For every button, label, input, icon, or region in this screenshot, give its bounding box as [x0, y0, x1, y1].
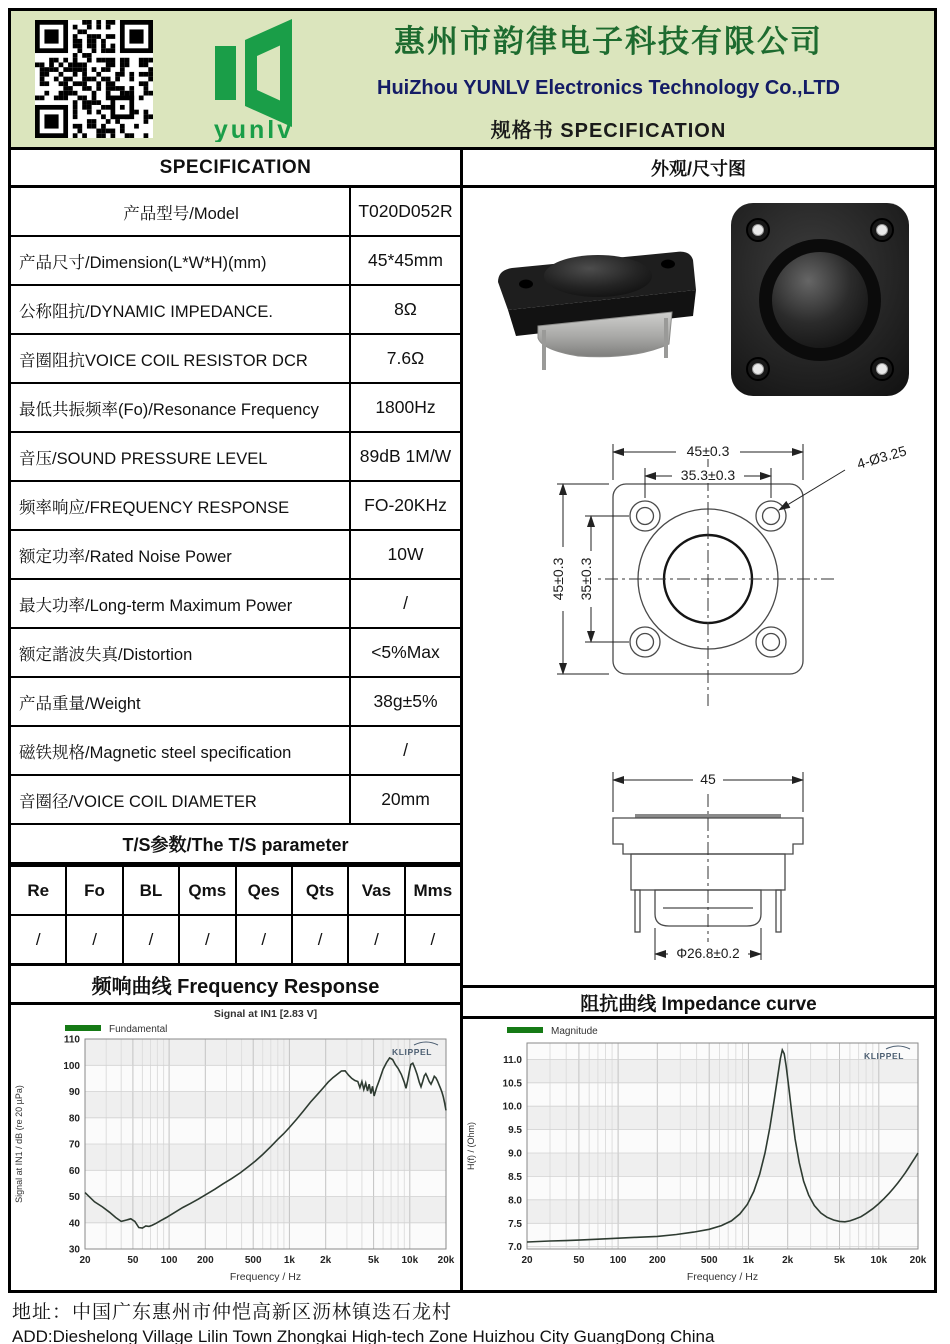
spec-table-title: SPECIFICATION	[11, 150, 460, 188]
spec-label-cell: 音圈阻抗VOICE COIL RESISTOR DCR	[19, 351, 308, 370]
spec-value-cell: 8Ω	[349, 286, 460, 333]
ts-value-cell: /	[122, 916, 178, 963]
impedance-section-title: 阻抗曲线 Impedance curve	[463, 988, 934, 1019]
spec-row	[11, 627, 460, 676]
svg-text:20k: 20k	[437, 1255, 455, 1266]
svg-text:9.5: 9.5	[508, 1125, 522, 1137]
svg-text:10.5: 10.5	[502, 1078, 522, 1090]
product-photo-side	[486, 198, 702, 402]
frequency-response-panel	[8, 963, 463, 1293]
svg-text:KLIPPEL: KLIPPEL	[392, 1047, 433, 1057]
svg-text:10k: 10k	[401, 1255, 419, 1266]
ts-column-header: Fo	[65, 867, 121, 914]
ts-column-header: Re	[27, 880, 50, 900]
impedance-chart	[463, 1019, 934, 1290]
spec-label-cell: 音压/SOUND PRESSURE LEVEL	[19, 449, 268, 468]
ts-column-header: BL	[122, 867, 178, 914]
svg-text:20: 20	[521, 1255, 533, 1266]
ts-column-header: Vas	[347, 867, 403, 914]
svg-text:7.5: 7.5	[508, 1218, 522, 1230]
spec-row	[11, 333, 460, 382]
spec-row	[11, 529, 460, 578]
frequency-response-chart	[11, 1005, 460, 1290]
dim-rear-diameter: Φ26.8±0.2	[676, 946, 740, 961]
dim-front-height: 45±0.3	[550, 557, 566, 601]
spec-value-cell: 20mm	[349, 776, 460, 823]
dim-front-width: 45±0.3	[686, 443, 730, 459]
qr-code	[35, 20, 153, 138]
spec-row	[11, 480, 460, 529]
dim-holes-callout: 4-Ø3.25	[855, 442, 909, 472]
drawing-panel	[460, 147, 937, 988]
svg-text:500: 500	[700, 1255, 718, 1266]
spec-value-cell: FO-20KHz	[349, 482, 460, 529]
svg-text:100: 100	[63, 1060, 80, 1072]
svg-text:Frequency / Hz: Frequency / Hz	[229, 1271, 302, 1283]
chart-svg	[463, 1019, 934, 1285]
spec-value-cell: /	[349, 727, 460, 774]
spec-label-cell: 产品型号/Model	[123, 204, 239, 223]
document-title: 规格书 SPECIFICATION	[490, 119, 727, 142]
svg-text:50: 50	[127, 1255, 139, 1266]
svg-text:100: 100	[609, 1255, 627, 1266]
ts-value-cell: /	[235, 916, 291, 963]
ts-table-title: T/S参数/The T/S parameter	[11, 823, 460, 865]
fr-section-title: 频响曲线 Frequency Response	[11, 966, 460, 1005]
svg-text:1k: 1k	[283, 1255, 295, 1266]
spec-value-cell: 1800Hz	[349, 384, 460, 431]
svg-text:20k: 20k	[909, 1255, 927, 1266]
front-dimension-drawing	[463, 406, 934, 738]
ts-values-row	[11, 914, 460, 963]
drawing-panel-title: 外观/尺寸图	[463, 150, 934, 188]
spec-row	[11, 382, 460, 431]
address-cn: 地址：中国广东惠州市仲恺高新区沥林镇迭石龙村	[12, 1302, 453, 1323]
spec-label-cell: 频率响应/FREQUENCY RESPONSE	[19, 498, 290, 517]
header-text-block	[313, 16, 934, 143]
ts-value-cell: /	[347, 916, 403, 963]
svg-text:H(f) / (Ohm): H(f) / (Ohm)	[466, 1122, 476, 1170]
footer	[12, 1297, 714, 1344]
dim-front-hole-span: 35.3±0.3	[680, 467, 736, 483]
svg-text:KLIPPEL: KLIPPEL	[864, 1051, 905, 1061]
spec-row	[11, 578, 460, 627]
ts-value-cell: /	[291, 916, 347, 963]
svg-text:20: 20	[79, 1255, 91, 1266]
spec-value-cell: 10W	[349, 531, 460, 578]
impedance-panel	[460, 985, 937, 1293]
spec-label-cell: 额定功率/Rated Noise Power	[19, 547, 232, 566]
ts-value-cell: /	[404, 916, 460, 963]
spec-label-cell: 最大功率/Long-term Maximum Power	[19, 596, 293, 615]
product-photos	[463, 188, 934, 406]
spec-row	[11, 725, 460, 774]
svg-text:5k: 5k	[833, 1255, 846, 1266]
specification-panel	[8, 147, 463, 966]
spec-label-cell: 额定諧波失真/Distortion	[19, 645, 193, 664]
svg-text:Signal at IN1 [2.83 V]: Signal at IN1 [2.83 V]	[213, 1008, 318, 1020]
ts-header-row	[11, 865, 460, 914]
svg-text:9.0: 9.0	[508, 1148, 522, 1160]
header	[8, 8, 937, 150]
ts-column-header: Qms	[178, 867, 234, 914]
spec-label-cell: 最低共振频率(Fo)/Resonance Frequency	[19, 400, 319, 419]
dim-side-width: 45	[700, 771, 716, 787]
spec-rows	[11, 188, 460, 823]
svg-text:Magnitude: Magnitude	[551, 1026, 598, 1037]
svg-text:7.0: 7.0	[508, 1242, 522, 1254]
svg-text:100: 100	[160, 1255, 178, 1266]
ts-value-cell: /	[35, 929, 41, 949]
spec-value-cell: 45*45mm	[349, 237, 460, 284]
dim-front-hole-span-v: 35±0.3	[578, 557, 594, 601]
spec-value-cell: <5%Max	[349, 629, 460, 676]
svg-text:90: 90	[68, 1087, 80, 1098]
svg-text:40: 40	[68, 1218, 80, 1230]
side-dimension-drawing	[463, 738, 934, 984]
spec-row	[11, 284, 460, 333]
spec-row	[11, 431, 460, 480]
spec-row	[11, 188, 460, 235]
ts-column-header: Qes	[235, 867, 291, 914]
svg-text:200: 200	[648, 1255, 666, 1266]
svg-text:5k: 5k	[368, 1255, 380, 1266]
svg-text:110: 110	[63, 1034, 80, 1046]
spec-row	[11, 774, 460, 823]
logo-text: yunlv	[213, 116, 295, 142]
svg-text:Fundamental: Fundamental	[109, 1024, 168, 1035]
spec-label-cell: 音圈径/VOICE COIL DIAMETER	[19, 792, 257, 811]
spec-label-cell: 公称阻抗/DYNAMIC IMPEDANCE.	[19, 302, 273, 321]
svg-text:500: 500	[244, 1255, 262, 1266]
spec-value-cell: 89dB 1M/W	[349, 433, 460, 480]
svg-text:70: 70	[68, 1139, 80, 1151]
product-photo-front	[728, 200, 912, 400]
spec-value-cell: 7.6Ω	[349, 335, 460, 382]
spec-value-cell: T020D052R	[349, 188, 460, 235]
speaker-logo-icon	[195, 16, 313, 142]
spec-value-cell: 38g±5%	[349, 678, 460, 725]
spec-row	[11, 676, 460, 725]
svg-text:80: 80	[68, 1113, 80, 1125]
svg-text:11.0: 11.0	[503, 1054, 522, 1066]
spec-row	[11, 235, 460, 284]
svg-text:Frequency / Hz: Frequency / Hz	[686, 1271, 759, 1283]
spec-label-cell: 产品重量/Weight	[19, 694, 141, 713]
svg-text:10.0: 10.0	[502, 1101, 522, 1113]
company-name-cn: 惠州市韵律电子科技有限公司	[394, 23, 823, 59]
chart-svg	[11, 1005, 460, 1285]
svg-text:2k: 2k	[782, 1255, 794, 1266]
svg-text:2k: 2k	[320, 1255, 332, 1266]
ts-column-header: Qts	[291, 867, 347, 914]
svg-text:Signal at IN1 / dB (re 20 µPa): Signal at IN1 / dB (re 20 µPa)	[14, 1085, 24, 1203]
ts-value-cell: /	[178, 916, 234, 963]
svg-text:50: 50	[68, 1192, 80, 1203]
company-logo	[195, 16, 313, 142]
spec-label-cell: 磁铁规格/Magnetic steel specification	[19, 743, 292, 762]
address-en: ADD:Dieshelong Village Lilin Town Zhongkai High-tech Zone Huizhou City GuangDong China	[12, 1327, 715, 1344]
svg-text:200: 200	[196, 1255, 214, 1266]
ts-value-cell: /	[65, 916, 121, 963]
svg-text:10k: 10k	[870, 1255, 888, 1266]
svg-text:60: 60	[68, 1165, 80, 1177]
svg-text:8.5: 8.5	[508, 1171, 522, 1183]
svg-text:30: 30	[68, 1244, 80, 1256]
svg-text:50: 50	[573, 1255, 585, 1266]
spec-value-cell: /	[349, 580, 460, 627]
svg-text:8.0: 8.0	[508, 1195, 522, 1207]
company-name-en: HuiZhou YUNLV Electronics Technology Co.,LTD	[377, 76, 840, 99]
ts-column-header: Mms	[404, 867, 460, 914]
svg-text:1k: 1k	[742, 1255, 754, 1266]
spec-label-cell: 产品尺寸/Dimension(L*W*H)(mm)	[19, 253, 267, 272]
